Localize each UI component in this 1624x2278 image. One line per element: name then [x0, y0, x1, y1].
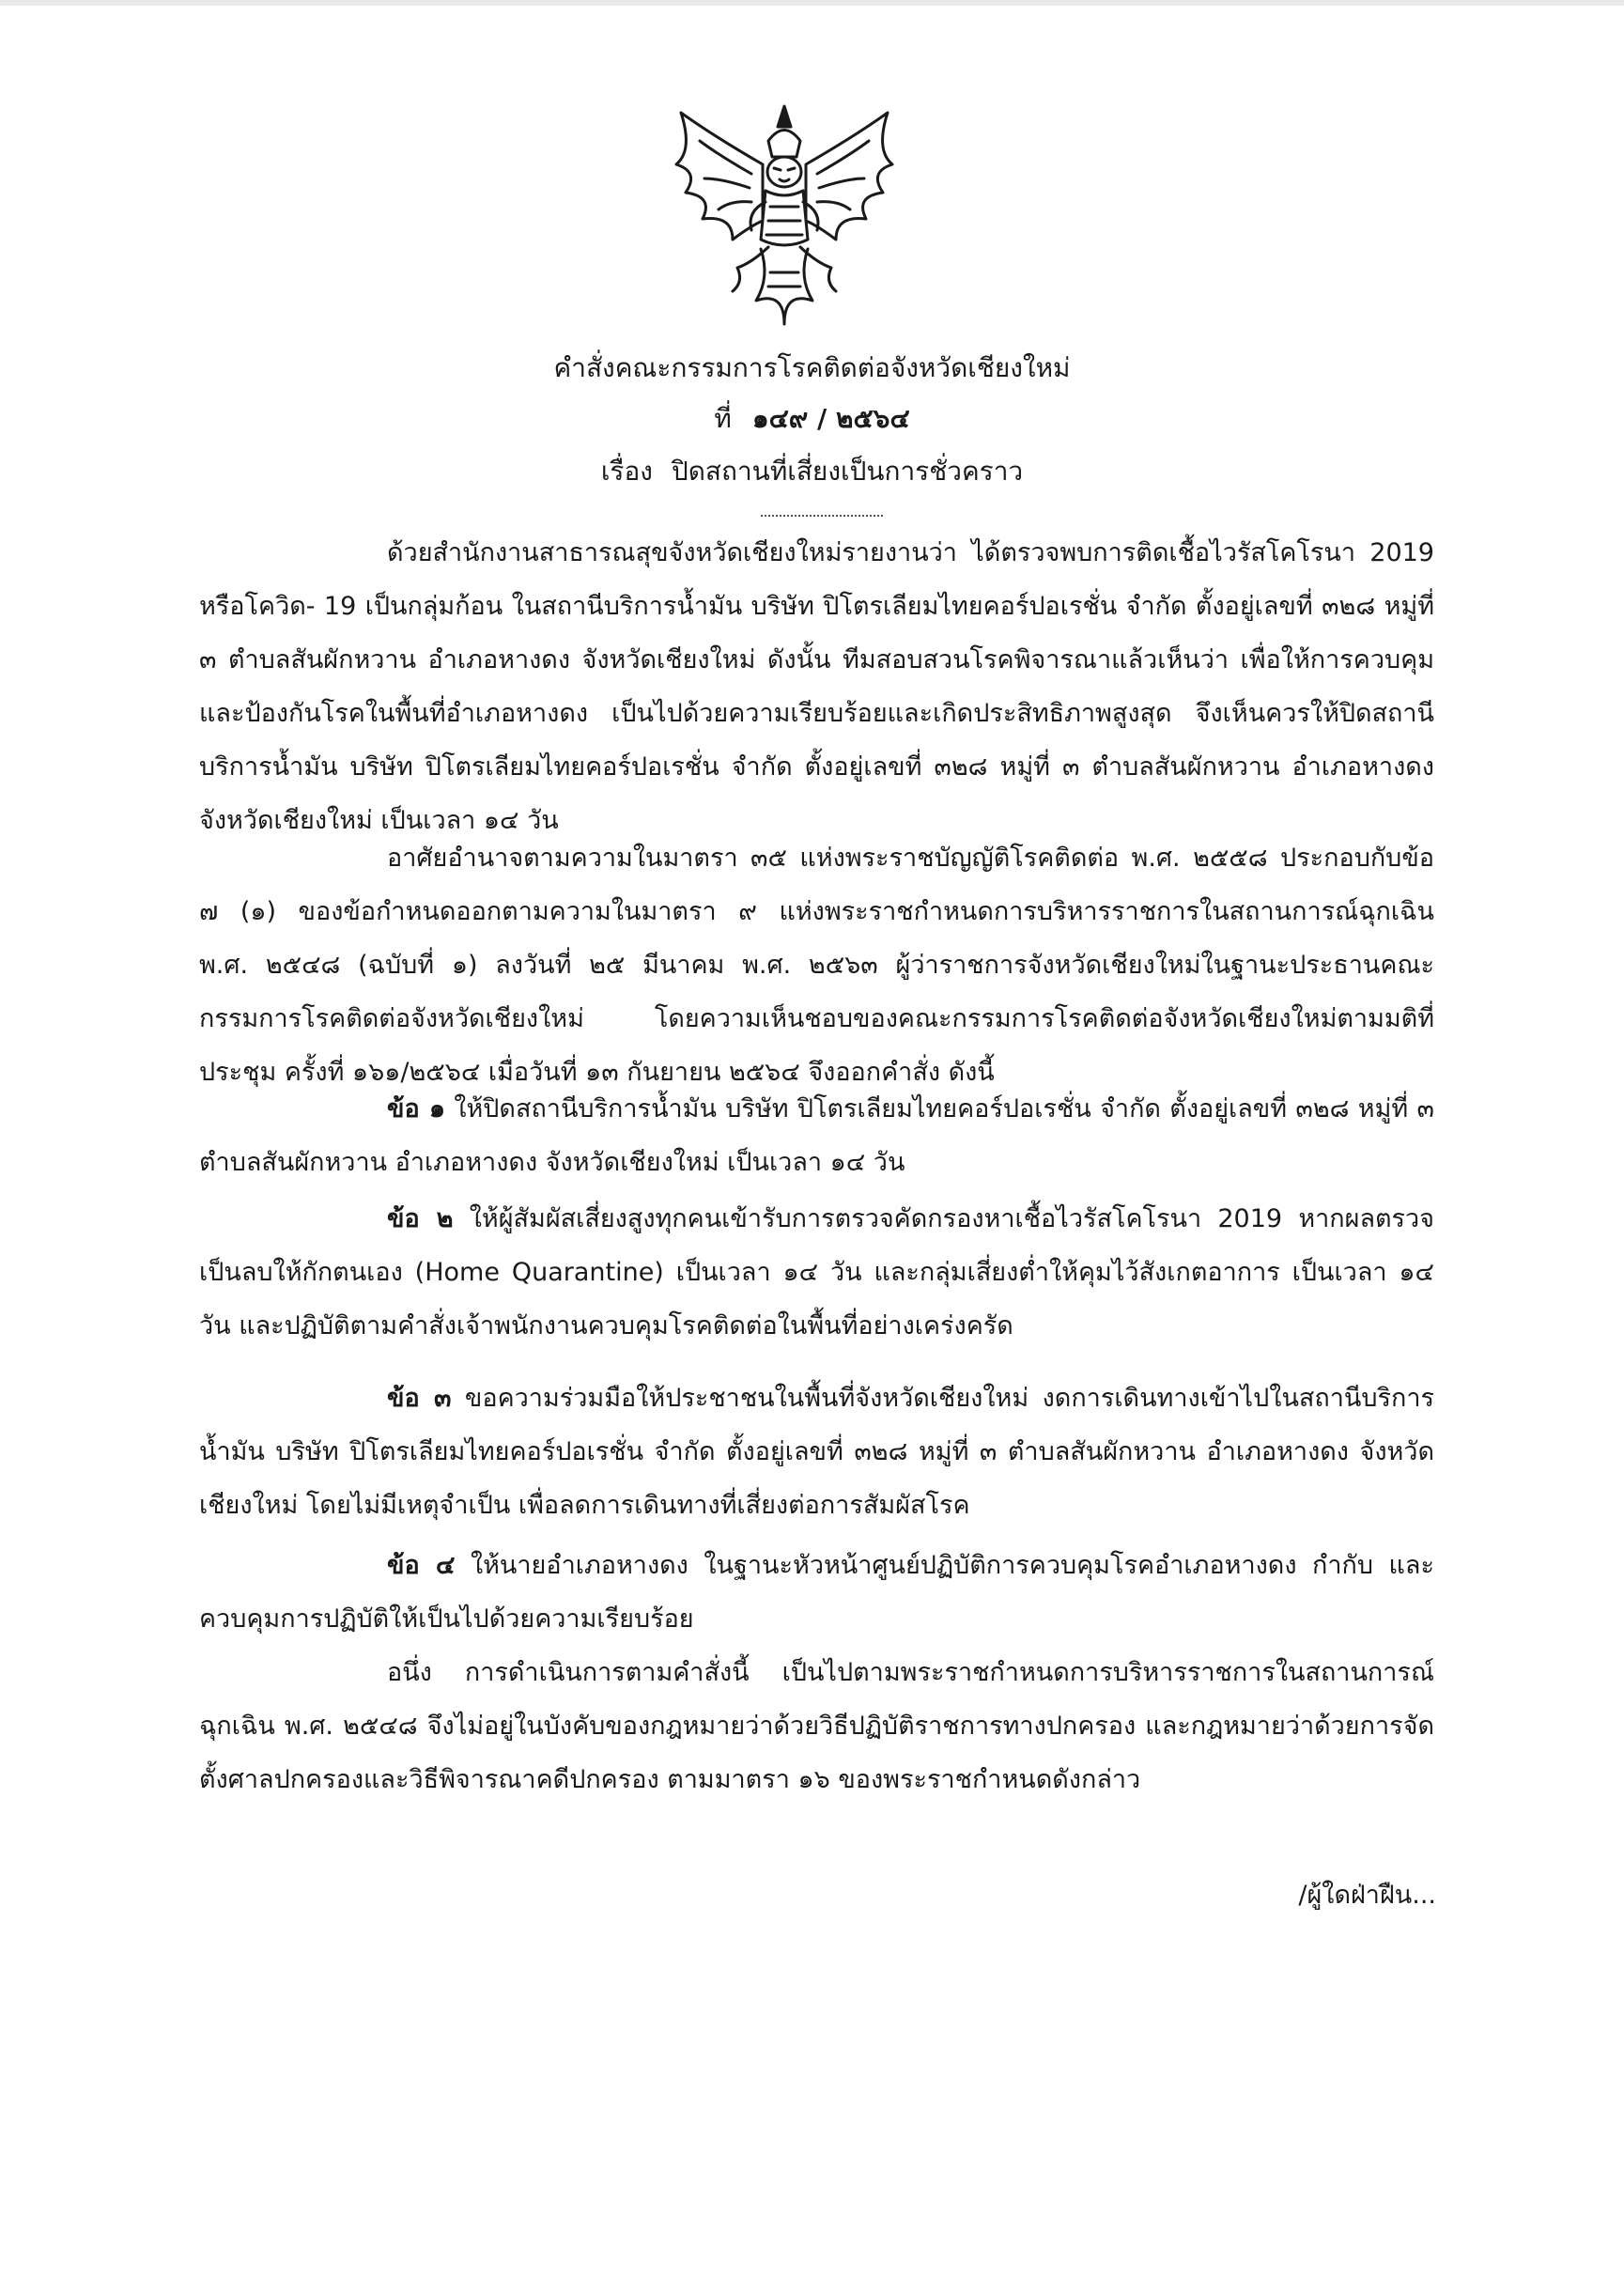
clause-2-number: ข้อ ๒ [387, 1204, 454, 1233]
order-subject-label: เรื่อง [600, 456, 653, 487]
authority-paragraph-block [199, 831, 1434, 1099]
order-number [0, 400, 1624, 438]
order-number-value: ๑๔๙ / ๒๕๖๔ [751, 403, 910, 434]
clause-2-block [199, 1192, 1434, 1353]
clause-3-number: ข้อ ๓ [387, 1384, 452, 1413]
clause-2 [199, 1192, 1434, 1353]
clause-1 [199, 1082, 1434, 1189]
clause-3-text: ขอความร่วมมือให้ประชาชนในพื้นที่จังหวัดเชียงใหม่ งดการเดินทางเข้าไปในสถานีบริการน้ำมัน บริษัท ปิโตรเลียมไทยคอร์ปอเรชั่น จำกัด ตั้งอยู่เลขที่ ๓๒๘ หมู่ที่ ๓ ตำบลสันผักหวาน อำเภอหางดง จังหวัดเชียงใหม่ โดยไม่มีเหตุจำเป็น เพื่อลดการเดินทางที่เสี่ยงต่อการสัมผัสโรค [199, 1384, 1434, 1520]
order-title: คำสั่งคณะกรรมการโรคติดต่อจังหวัดเชียงใหม่ [553, 352, 1071, 383]
header-divider [761, 515, 883, 517]
closing-paragraph: อนึ่ง การดำเนินการตามคำสั่งนี้ เป็นไปตามพระราชกำหนดการบริหารราชการในสถานการณ์ฉุกเฉิน พ.ศ. ๒๕๔๘ จึงไม่อยู่ในบังคับของกฎหมายว่าด้วยวิธีปฏิบัติราชการทางปกครอง และกฎหมายว่าด้วยการจัดตั้งศาลปกครองและวิธีพิจารณาคดีปกครอง ตามมาตรา ๑๖ ของพระราชกำหนดดังกล่าว [199, 1658, 1434, 1794]
clause-1-number: ข้อ ๑ [387, 1094, 445, 1124]
clause-3-block [199, 1371, 1434, 1532]
garuda-emblem-icon [657, 99, 911, 333]
clause-3 [199, 1371, 1434, 1532]
clause-4-text: ให้นายอำเภอหางดง ในฐานะหัวหน้าศูนย์ปฏิบัติการควบคุมโรคอำเภอหางดง กำกับ และควบคุมการปฏิบัติให้เป็นไปด้วยความเรียบร้อย [199, 1551, 1434, 1634]
page-edge [0, 0, 1624, 6]
clause-1-block [199, 1082, 1434, 1189]
intro-paragraph-block [199, 526, 1434, 847]
closing-paragraph-block [199, 1646, 1434, 1806]
authority-paragraph: อาศัยอำนาจตามความในมาตรา ๓๕ แห่งพระราชบัญญัติโรคติดต่อ พ.ศ. ๒๕๕๘ ประกอบกับข้อ ๗ (๑) ของข้อกำหนดออกตามความในมาตรา ๙ แห่งพระราชกำหนดการบริหารราชการในสถานการณ์ฉุกเฉิน พ.ศ. ๒๕๔๘ (ฉบับที่ ๑) ลงวันที่ ๒๕ มีนาคม พ.ศ. ๒๕๖๓ ผู้ว่าราชการจังหวัดเชียงใหม่ในฐานะประธานคณะกรรมการโรคติดต่อจังหวัดเชียงใหม่ โดยความเห็นชอบของคณะกรรมการโรคติดต่อจังหวัดเชียงใหม่ตามมติที่ประชุม ครั้งที่ ๑๖๑/๒๕๖๔ เมื่อวันที่ ๑๓ กันยายน ๒๕๖๔ จึงออกคำสั่ง ดังนี้ [199, 844, 1434, 1087]
intro-paragraph: ด้วยสำนักงานสาธารณสุขจังหวัดเชียงใหม่รายงานว่า ได้ตรวจพบการติดเชื้อไวรัสโคโรนา 2019 หรือโควิด- 19 เป็นกลุ่มก้อน ในสถานีบริการน้ำมัน บริษัท ปิโตรเลียมไทยคอร์ปอเรชั่น จำกัด ตั้งอยู่เลขที่ ๓๒๘ หมู่ที่ ๓ ตำบลสันผักหวาน อำเภอหางดง จังหวัดเชียงใหม่ ดังนั้น ทีมสอบสวนโรคพิจารณาแล้วเห็นว่า เพื่อให้การควบคุมและป้องกันโรคในพื้นที่อำเภอหางดง เป็นไปด้วยความเรียบร้อยและเกิดประสิทธิภาพสูงสุด จึงเห็นควรให้ปิดสถานีบริการน้ำมัน บริษัท ปิโตรเลียมไทยคอร์ปอเรชั่น จำกัด ตั้งอยู่เลขที่ ๓๒๘ หมู่ที่ ๓ ตำบลสันผักหวาน อำเภอหางดง จังหวัดเชียงใหม่ เป็นเวลา ๑๔ วัน [199, 538, 1434, 835]
clause-4-block [199, 1539, 1434, 1646]
clause-4-number: ข้อ ๔ [387, 1551, 456, 1580]
clause-4 [199, 1539, 1434, 1646]
order-subject-value: ปิดสถานที่เสี่ยงเป็นการชั่วคราว [671, 456, 1024, 487]
clause-1-text: ให้ปิดสถานีบริการน้ำมัน บริษัท ปิโตรเลียมไทยคอร์ปอเรชั่น จำกัด ตั้งอยู่เลขที่ ๓๒๘ หมู่ที่ ๓ ตำบลสันผักหวาน อำเภอหางดง จังหวัดเชียงใหม่ เป็นเวลา ๑๔ วัน [199, 1094, 1434, 1177]
page-continuation: /ผู้ใดฝ่าฝืน... [1298, 1881, 1436, 1910]
order-subject [0, 453, 1624, 490]
order-number-label: ที่ [714, 403, 732, 434]
clause-2-text: ให้ผู้สัมผัสเสี่ยงสูงทุกคนเข้ารับการตรวจคัดกรองหาเชื้อไวรัสโคโรนา 2019 หากผลตรวจเป็นลบให้กักตนเอง (Home Quarantine) เป็นเวลา ๑๔ วัน และกลุ่มเสี่ยงต่ำให้คุมไว้สังเกตอาการ เป็นเวลา ๑๔ วัน และปฏิบัติตามคำสั่งเจ้าพนักงานควบคุมโรคติดต่อในพื้นที่อย่างเคร่งครัด [199, 1204, 1435, 1340]
